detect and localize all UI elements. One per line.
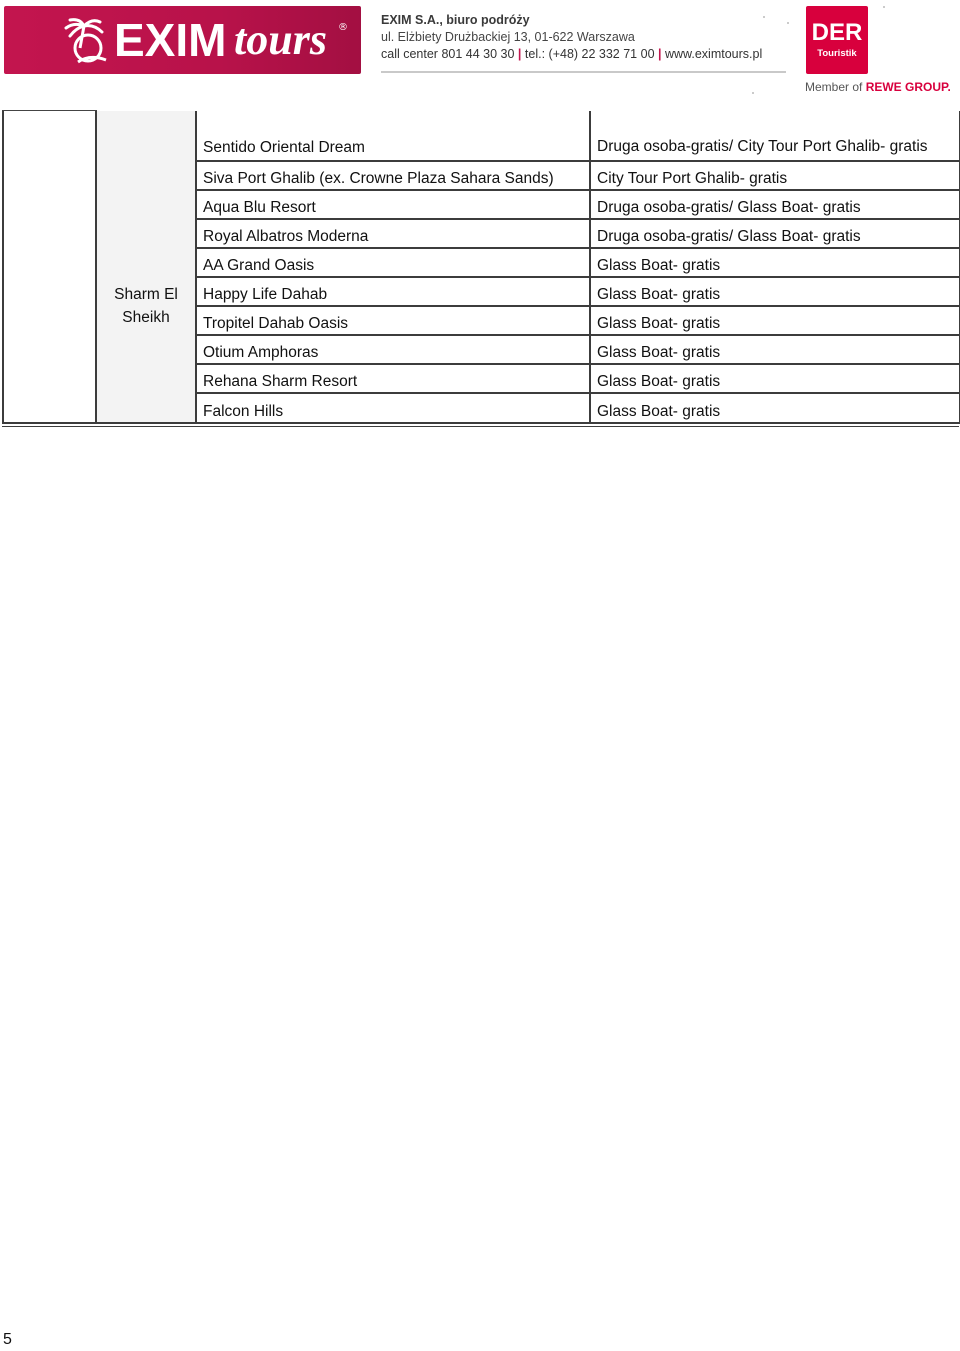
offer-cell: Glass Boat- gratis: [590, 306, 960, 335]
der-logo-text: DER: [811, 19, 863, 46]
table-row: [3, 111, 960, 161]
brand-name: EXIM: [114, 14, 227, 66]
company-info: [381, 12, 786, 63]
rewe-group-name: REWE GROUP.: [865, 80, 951, 94]
decorative-dot: [763, 16, 765, 18]
decorative-dot: [787, 22, 789, 24]
hotel-name-cell: Tropitel Dahab Oasis: [196, 306, 590, 335]
website-link[interactable]: www.eximtours.pl: [664, 47, 763, 61]
der-touristik-logo: [806, 6, 868, 74]
offer-cell: Glass Boat- gratis: [590, 277, 960, 306]
page-number: 5: [3, 1331, 12, 1348]
table-body: [3, 111, 960, 423]
registered-mark: ®: [338, 22, 348, 33]
member-prefix: Member of: [805, 80, 866, 94]
telephone: tel.: (+48) 22 332 71 00: [524, 47, 655, 61]
region-cell-empty: [96, 111, 196, 190]
offer-cell: Glass Boat- gratis: [590, 248, 960, 277]
hotel-name-cell: AA Grand Oasis: [196, 248, 590, 277]
table-bottom-double-line: [2, 426, 959, 427]
company-name: EXIM S.A., biuro podróży: [381, 13, 530, 27]
offer-cell: Glass Boat- gratis: [590, 364, 960, 393]
offer-cell: Glass Boat- gratis: [590, 335, 960, 364]
offer-cell: Druga osoba-gratis/ City Tour Port Ghalib- gratis: [590, 111, 960, 161]
hotel-name-cell: Falcon Hills: [196, 393, 590, 423]
hotel-name-cell: Happy Life Dahab: [196, 277, 590, 306]
hotel-name-cell: Siva Port Ghalib (ex. Crowne Plaza Sahara Sands): [196, 161, 590, 190]
empty-column-cell: [3, 111, 96, 423]
hotel-name-cell: Otium Amphoras: [196, 335, 590, 364]
offer-cell: Druga osoba-gratis/ Glass Boat- gratis: [590, 219, 960, 248]
hotel-name-cell: Aqua Blu Resort: [196, 190, 590, 219]
der-logo-subtext: Touristik: [817, 48, 857, 59]
offer-cell: City Tour Port Ghalib- gratis: [590, 161, 960, 190]
table-row: [3, 190, 960, 219]
company-contact: [381, 46, 786, 63]
exim-tours-logo: [4, 6, 361, 74]
hotel-offers-table: [2, 111, 960, 424]
brand-script: tours: [234, 15, 327, 64]
decorative-dot: [883, 6, 885, 8]
company-address: ul. Elżbiety Drużbackiej 13, 01-622 Warszawa: [381, 30, 635, 44]
header-divider: [381, 71, 786, 73]
region-name: Sharm El Sheikh: [114, 286, 178, 326]
palm-tree-icon: [60, 18, 112, 66]
call-center: call center 801 44 30 30: [381, 47, 515, 61]
offer-cell: Glass Boat- gratis: [590, 393, 960, 423]
offer-cell: Druga osoba-gratis/ Glass Boat- gratis: [590, 190, 960, 219]
rewe-group-membership: [805, 80, 951, 94]
separator: |: [517, 47, 522, 61]
hotel-name-cell: Sentido Oriental Dream: [196, 111, 590, 161]
decorative-dot: [752, 92, 754, 94]
separator: |: [658, 47, 662, 61]
hotel-name-cell: Rehana Sharm Resort: [196, 364, 590, 393]
hotel-name-cell: Royal Albatros Moderna: [196, 219, 590, 248]
region-cell: [96, 190, 196, 423]
